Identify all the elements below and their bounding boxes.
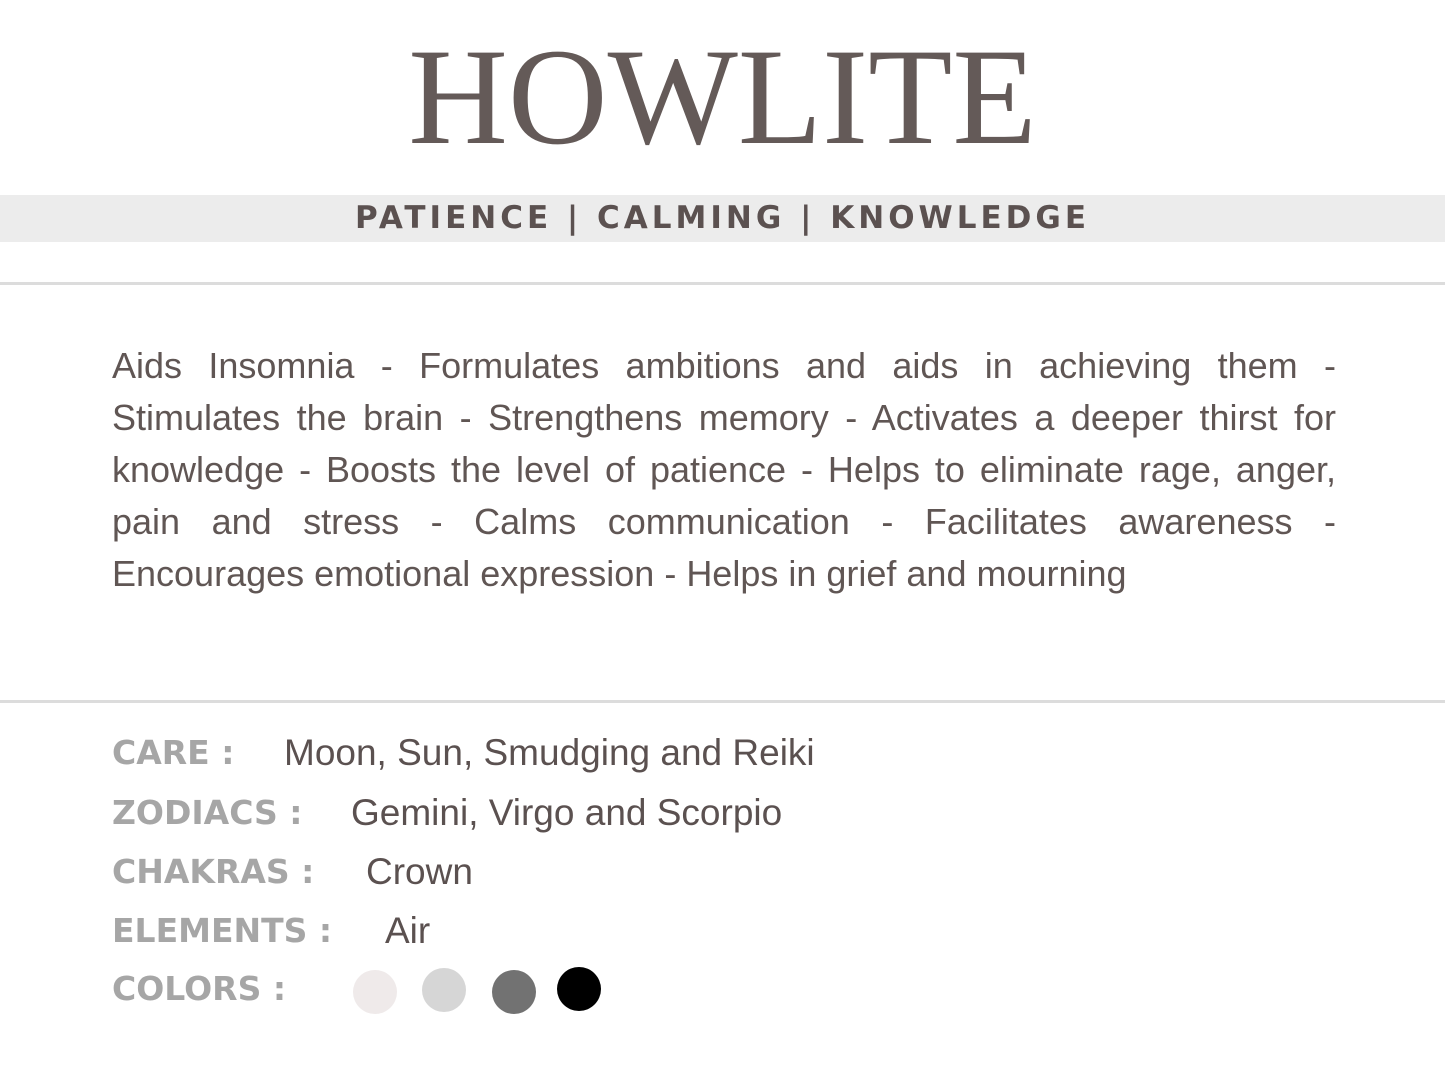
colors-label: COLORS : bbox=[112, 969, 287, 1008]
tagline: PATIENCE | CALMING | KNOWLEDGE bbox=[354, 200, 1091, 236]
stone-title: HOWLITE bbox=[408, 20, 1037, 173]
color-swatch-white bbox=[353, 970, 397, 1014]
zodiacs-label: ZODIACS : bbox=[112, 793, 303, 832]
color-swatch-dark-gray bbox=[492, 970, 536, 1014]
elements-label: ELEMENTS : bbox=[112, 911, 333, 950]
divider-bottom bbox=[0, 700, 1445, 703]
color-swatch-black bbox=[557, 967, 601, 1011]
chakras-value: Crown bbox=[366, 851, 473, 892]
divider-top bbox=[0, 282, 1445, 285]
care-label: CARE : bbox=[112, 733, 235, 772]
care-value: Moon, Sun, Smudging and Reiki bbox=[284, 732, 815, 773]
description-text: Aids Insomnia - Formulates ambitions and aids in achieving them - Stimulates the brain - Strengthens memory - Activates a deeper thirst for knowledge - Boosts the level of patience - Helps to eliminate rage, anger, pain and stress - Calms communication - Facilitates awareness - Encourages emotional expression - Helps in grief and mourning bbox=[112, 345, 1336, 594]
zodiacs-value: Gemini, Virgo and Scorpio bbox=[351, 792, 783, 833]
color-swatch-light-gray bbox=[422, 968, 466, 1012]
chakras-label: CHAKRAS : bbox=[112, 852, 315, 891]
elements-value: Air bbox=[385, 910, 431, 951]
